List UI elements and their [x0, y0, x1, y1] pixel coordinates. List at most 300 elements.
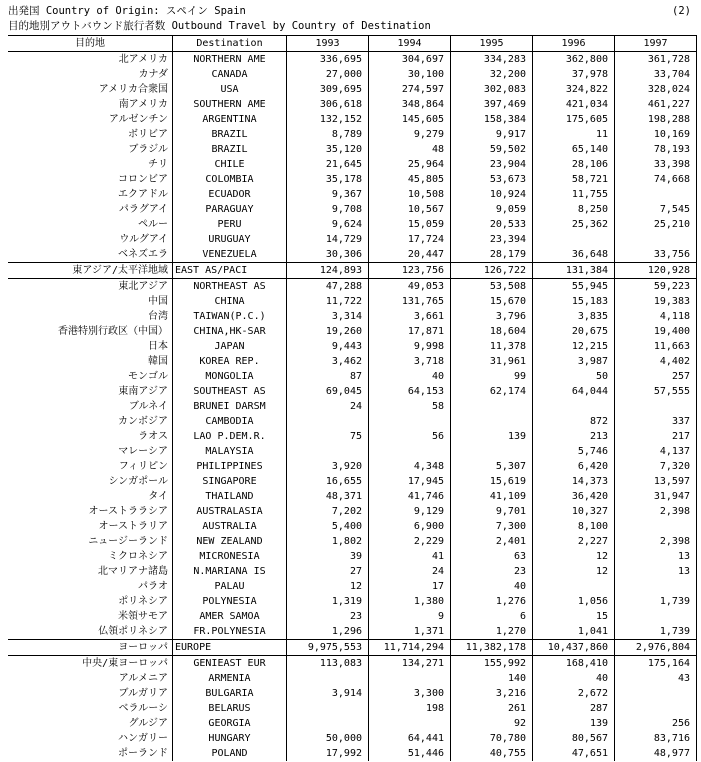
destination-en-cell: JAPAN — [173, 339, 287, 354]
page-number: (2) — [672, 5, 691, 17]
year-value-cell: 13,597 — [615, 474, 697, 489]
year-value-cell: 3,462 — [287, 354, 369, 369]
year-value-cell — [369, 444, 451, 459]
table-row — [8, 594, 697, 609]
destination-en-cell: NORTHEAST AS — [173, 279, 287, 295]
destination-en-cell: USA — [173, 82, 287, 97]
destination-jp-cell: 東北アジア — [8, 279, 173, 295]
year-value-cell: 40 — [533, 671, 615, 686]
year-value-cell: 3,300 — [369, 686, 451, 701]
destination-jp-cell: 北アメリカ — [118, 53, 168, 65]
year-value-cell: 8,250 — [533, 202, 615, 217]
destination-en-cell: AMER SAMOA — [173, 609, 287, 624]
table-row — [8, 82, 697, 97]
year-value-cell: 145,605 — [369, 112, 451, 127]
year-value-cell — [533, 399, 615, 414]
destination-en-cell: THAILAND — [173, 489, 287, 504]
table-row — [8, 202, 697, 217]
year-value-cell: 9,443 — [287, 339, 369, 354]
col-year-1997: 1997 — [615, 36, 697, 52]
year-value-cell: 23,904 — [451, 157, 533, 172]
year-value-cell: 10,169 — [615, 127, 697, 142]
year-value-cell: 1,380 — [369, 594, 451, 609]
year-value-cell: 19,400 — [615, 324, 697, 339]
year-value-cell: 37,978 — [533, 67, 615, 82]
year-value-cell: 361,728 — [615, 52, 697, 68]
destination-en-cell: NEW ZEALAND — [173, 534, 287, 549]
year-value-cell: 30,100 — [369, 67, 451, 82]
year-value-cell: 11,663 — [615, 339, 697, 354]
year-value-cell: 28,106 — [533, 157, 615, 172]
destination-en-cell: ECUADOR — [173, 187, 287, 202]
year-value-cell — [615, 232, 697, 247]
col-year-1995: 1995 — [451, 36, 533, 52]
table-row — [8, 519, 697, 534]
destination-jp-cell: 北マリアナ諸島 — [98, 565, 168, 577]
year-value-cell: 40 — [369, 369, 451, 384]
year-value-cell: 12 — [533, 564, 615, 579]
destination-jp-cell: アメリカ合衆国 — [98, 83, 168, 95]
year-value-cell: 31,947 — [615, 489, 697, 504]
year-value-cell: 872 — [533, 414, 615, 429]
year-value-cell: 9,367 — [287, 187, 369, 202]
table-row — [8, 324, 697, 339]
table-title: 目的地別アウトバウンド旅行者数 Outbound Travel by Country of Destination — [8, 20, 431, 32]
year-value-cell: 7,202 — [287, 504, 369, 519]
year-value-cell: 25,210 — [615, 217, 697, 232]
destination-jp-cell: タイ — [148, 490, 168, 502]
year-value-cell: 30,306 — [287, 247, 369, 263]
year-value-cell: 362,800 — [533, 52, 615, 68]
table-row — [8, 624, 697, 640]
table-row — [8, 686, 697, 701]
destination-en-cell: BULGARIA — [173, 686, 287, 701]
destination-en-cell: AUSTRALASIA — [173, 504, 287, 519]
table-row — [8, 279, 697, 295]
destination-jp-cell: ラオス — [138, 430, 168, 442]
year-value-cell: 17,945 — [369, 474, 451, 489]
destination-en-cell: PARAGUAY — [173, 202, 287, 217]
table-row — [8, 640, 697, 656]
year-value-cell: 120,928 — [615, 263, 697, 279]
year-value-cell: 21,645 — [287, 157, 369, 172]
year-value-cell: 9,279 — [369, 127, 451, 142]
year-value-cell: 16,655 — [287, 474, 369, 489]
table-row — [8, 217, 697, 232]
year-value-cell: 50 — [533, 369, 615, 384]
destination-en-cell: EAST AS/PACI — [173, 263, 287, 279]
destination-jp-cell: ニュージーランド — [88, 535, 168, 547]
destination-jp-cell: アルメニア — [118, 672, 168, 684]
year-value-cell: 217 — [615, 429, 697, 444]
origin-title: 出発国 Country of Origin: スペイン Spain — [8, 5, 246, 17]
destination-jp-cell: マレーシア — [118, 445, 168, 457]
year-value-cell: 10,924 — [451, 187, 533, 202]
year-value-cell: 337 — [615, 414, 697, 429]
year-value-cell: 261 — [451, 701, 533, 716]
year-value-cell — [533, 232, 615, 247]
destination-en-cell: TAIWAN(P.C.) — [173, 309, 287, 324]
year-value-cell: 9,708 — [287, 202, 369, 217]
year-value-cell — [615, 519, 697, 534]
year-value-cell: 18,604 — [451, 324, 533, 339]
year-value-cell: 20,447 — [369, 247, 451, 263]
year-value-cell: 3,987 — [533, 354, 615, 369]
table-row — [8, 746, 697, 761]
destination-en-cell: GENIEAST EUR — [173, 656, 287, 672]
table-row — [8, 474, 697, 489]
table-row — [8, 232, 697, 247]
year-value-cell: 274,597 — [369, 82, 451, 97]
table-row — [8, 369, 697, 384]
year-value-cell: 99 — [451, 369, 533, 384]
year-value-cell: 123,756 — [369, 263, 451, 279]
year-value-cell: 198 — [369, 701, 451, 716]
year-value-cell: 13 — [615, 549, 697, 564]
year-value-cell — [615, 609, 697, 624]
year-value-cell: 45,805 — [369, 172, 451, 187]
year-value-cell: 2,401 — [451, 534, 533, 549]
year-value-cell: 39 — [287, 549, 369, 564]
year-value-cell: 2,976,804 — [615, 640, 697, 656]
destination-jp-cell: 東アジア/太平洋地域 — [8, 263, 173, 279]
year-value-cell: 8,789 — [287, 127, 369, 142]
destination-en-cell: BRAZIL — [173, 127, 287, 142]
year-value-cell: 1,739 — [615, 624, 697, 640]
year-value-cell — [287, 414, 369, 429]
year-value-cell: 14,373 — [533, 474, 615, 489]
year-value-cell: 9,917 — [451, 127, 533, 142]
destination-en-cell: PERU — [173, 217, 287, 232]
year-value-cell — [287, 671, 369, 686]
year-value-cell: 36,648 — [533, 247, 615, 263]
year-value-cell: 10,437,860 — [533, 640, 615, 656]
year-value-cell: 11 — [533, 127, 615, 142]
destination-en-cell: ARMENIA — [173, 671, 287, 686]
year-value-cell: 328,024 — [615, 82, 697, 97]
year-value-cell: 11,722 — [287, 294, 369, 309]
year-value-cell: 2,398 — [615, 504, 697, 519]
destination-en-cell: CHINA,HK-SAR — [173, 324, 287, 339]
year-value-cell: 11,378 — [451, 339, 533, 354]
year-value-cell: 7,300 — [451, 519, 533, 534]
table-row — [8, 142, 697, 157]
year-value-cell: 25,362 — [533, 217, 615, 232]
col-destination-jp: 目的地 — [8, 36, 173, 52]
year-value-cell: 113,083 — [287, 656, 369, 672]
year-value-cell: 7,320 — [615, 459, 697, 474]
year-value-cell: 5,307 — [451, 459, 533, 474]
year-value-cell: 324,822 — [533, 82, 615, 97]
year-value-cell: 87 — [287, 369, 369, 384]
year-value-cell: 24 — [369, 564, 451, 579]
destination-jp-cell: ハンガリー — [118, 732, 168, 744]
year-value-cell — [369, 671, 451, 686]
destination-en-cell: BRAZIL — [173, 142, 287, 157]
year-value-cell: 51,446 — [369, 746, 451, 761]
destination-jp-cell: ミクロネシア — [108, 550, 168, 562]
table-row — [8, 127, 697, 142]
table-row — [8, 701, 697, 716]
table-row — [8, 459, 697, 474]
table-row — [8, 671, 697, 686]
year-value-cell: 6,900 — [369, 519, 451, 534]
destination-en-cell: CHINA — [173, 294, 287, 309]
destination-jp-cell: 南アメリカ — [118, 98, 168, 110]
year-value-cell: 19,260 — [287, 324, 369, 339]
year-value-cell: 3,835 — [533, 309, 615, 324]
table-row — [8, 112, 697, 127]
destination-jp-cell: エクアドル — [118, 188, 168, 200]
table-row — [8, 656, 697, 672]
year-value-cell: 4,137 — [615, 444, 697, 459]
destination-jp-cell: パラオ — [138, 580, 168, 592]
year-value-cell: 10,327 — [533, 504, 615, 519]
destination-jp-cell: ペルー — [138, 218, 168, 230]
year-value-cell — [287, 701, 369, 716]
year-value-cell — [451, 414, 533, 429]
year-value-cell: 175,164 — [615, 656, 697, 672]
year-value-cell: 58 — [369, 399, 451, 414]
destination-jp-cell: コロンビア — [118, 173, 168, 185]
year-value-cell: 57,555 — [615, 384, 697, 399]
year-value-cell: 64,044 — [533, 384, 615, 399]
destination-en-cell: MONGOLIA — [173, 369, 287, 384]
year-value-cell: 59,223 — [615, 279, 697, 295]
year-value-cell — [615, 399, 697, 414]
year-value-cell: 8,100 — [533, 519, 615, 534]
year-value-cell: 4,348 — [369, 459, 451, 474]
year-value-cell: 168,410 — [533, 656, 615, 672]
year-value-cell: 41,109 — [451, 489, 533, 504]
year-value-cell: 17 — [369, 579, 451, 594]
destination-en-cell: COLOMBIA — [173, 172, 287, 187]
year-value-cell: 306,618 — [287, 97, 369, 112]
year-value-cell: 10,508 — [369, 187, 451, 202]
destination-jp-cell: モンゴル — [128, 370, 168, 382]
table-row — [8, 564, 697, 579]
year-value-cell: 2,398 — [615, 534, 697, 549]
report-subheader — [0, 19, 701, 34]
destination-en-cell: POLAND — [173, 746, 287, 761]
column-header-row — [8, 36, 697, 52]
year-value-cell: 134,271 — [369, 656, 451, 672]
table-row — [8, 414, 697, 429]
year-value-cell: 9 — [369, 609, 451, 624]
year-value-cell: 3,914 — [287, 686, 369, 701]
destination-en-cell: BRUNEI DARSM — [173, 399, 287, 414]
year-value-cell: 3,661 — [369, 309, 451, 324]
destination-en-cell: BELARUS — [173, 701, 287, 716]
year-value-cell: 304,697 — [369, 52, 451, 68]
year-value-cell: 139 — [451, 429, 533, 444]
year-value-cell: 15,670 — [451, 294, 533, 309]
table-row — [8, 354, 697, 369]
table-row — [8, 263, 697, 279]
year-value-cell: 36,420 — [533, 489, 615, 504]
destination-jp-cell: フィリピン — [118, 460, 168, 472]
destination-en-cell: VENEZUELA — [173, 247, 287, 263]
year-value-cell: 336,695 — [287, 52, 369, 68]
year-value-cell: 23,394 — [451, 232, 533, 247]
year-value-cell: 25,964 — [369, 157, 451, 172]
table-row — [8, 399, 697, 414]
year-value-cell: 58,721 — [533, 172, 615, 187]
col-year-1996: 1996 — [533, 36, 615, 52]
year-value-cell — [615, 701, 697, 716]
destination-en-cell: NORTHERN AME — [173, 52, 287, 68]
year-value-cell: 1,739 — [615, 594, 697, 609]
year-value-cell: 63 — [451, 549, 533, 564]
destination-jp-cell: パラグアイ — [118, 203, 168, 215]
year-value-cell: 55,945 — [533, 279, 615, 295]
year-value-cell: 9,998 — [369, 339, 451, 354]
year-value-cell: 7,545 — [615, 202, 697, 217]
table-row — [8, 504, 697, 519]
year-value-cell: 5,400 — [287, 519, 369, 534]
year-value-cell: 47,651 — [533, 746, 615, 761]
year-value-cell: 78,193 — [615, 142, 697, 157]
year-value-cell: 2,227 — [533, 534, 615, 549]
destination-jp-cell: 中国 — [148, 295, 168, 307]
year-value-cell: 11,714,294 — [369, 640, 451, 656]
destination-jp-cell: アルゼンチン — [108, 113, 168, 125]
year-value-cell: 48,977 — [615, 746, 697, 761]
outbound-travel-table — [8, 35, 697, 761]
year-value-cell: 69,045 — [287, 384, 369, 399]
year-value-cell: 33,398 — [615, 157, 697, 172]
table-row — [8, 172, 697, 187]
table-row — [8, 444, 697, 459]
year-value-cell: 41,746 — [369, 489, 451, 504]
year-value-cell: 3,920 — [287, 459, 369, 474]
destination-jp-cell: ポーランド — [118, 747, 168, 759]
year-value-cell: 3,718 — [369, 354, 451, 369]
year-value-cell: 20,675 — [533, 324, 615, 339]
destination-jp-cell: 中央/東ヨーロッパ — [8, 656, 173, 672]
destination-jp-cell: ボリビア — [128, 128, 168, 140]
table-row — [8, 339, 697, 354]
year-value-cell: 126,722 — [451, 263, 533, 279]
table-row — [8, 489, 697, 504]
year-value-cell: 3,796 — [451, 309, 533, 324]
year-value-cell: 124,893 — [287, 263, 369, 279]
year-value-cell: 64,153 — [369, 384, 451, 399]
year-value-cell: 6 — [451, 609, 533, 624]
destination-en-cell: CANADA — [173, 67, 287, 82]
table-row — [8, 187, 697, 202]
destination-en-cell: ARGENTINA — [173, 112, 287, 127]
year-value-cell: 309,695 — [287, 82, 369, 97]
table-row — [8, 579, 697, 594]
destination-jp-cell: ブルガリア — [118, 687, 168, 699]
table-row — [8, 294, 697, 309]
table-row — [8, 384, 697, 399]
col-destination-en: Destination — [173, 36, 287, 52]
year-value-cell: 1,802 — [287, 534, 369, 549]
year-value-cell: 70,780 — [451, 731, 533, 746]
year-value-cell: 15,059 — [369, 217, 451, 232]
year-value-cell: 53,673 — [451, 172, 533, 187]
year-value-cell: 2,672 — [533, 686, 615, 701]
col-year-1993: 1993 — [287, 36, 369, 52]
year-value-cell: 9,624 — [287, 217, 369, 232]
year-value-cell: 15 — [533, 609, 615, 624]
year-value-cell — [287, 444, 369, 459]
year-value-cell: 139 — [533, 716, 615, 731]
year-value-cell: 4,118 — [615, 309, 697, 324]
col-year-1994: 1994 — [369, 36, 451, 52]
year-value-cell: 9,129 — [369, 504, 451, 519]
year-value-cell: 1,056 — [533, 594, 615, 609]
destination-en-cell: PHILIPPINES — [173, 459, 287, 474]
destination-jp-cell: チリ — [148, 158, 168, 170]
destination-en-cell: MICRONESIA — [173, 549, 287, 564]
year-value-cell: 17,871 — [369, 324, 451, 339]
year-value-cell: 53,508 — [451, 279, 533, 295]
year-value-cell: 15,619 — [451, 474, 533, 489]
year-value-cell: 9,701 — [451, 504, 533, 519]
year-value-cell: 41 — [369, 549, 451, 564]
table-row — [8, 52, 697, 68]
destination-en-cell: CAMBODIA — [173, 414, 287, 429]
destination-jp-cell: ブルネイ — [128, 400, 168, 412]
year-value-cell: 5,746 — [533, 444, 615, 459]
year-value-cell: 2,229 — [369, 534, 451, 549]
table-row — [8, 534, 697, 549]
year-value-cell: 287 — [533, 701, 615, 716]
destination-jp-cell: 東南アジア — [118, 385, 168, 397]
year-value-cell: 35,178 — [287, 172, 369, 187]
destination-jp-cell: オーストラリア — [98, 520, 168, 532]
destination-en-cell: EUROPE — [173, 640, 287, 656]
year-value-cell: 213 — [533, 429, 615, 444]
year-value-cell: 23 — [287, 609, 369, 624]
year-value-cell: 43 — [615, 671, 697, 686]
year-value-cell — [615, 579, 697, 594]
destination-en-cell: SOUTHERN AME — [173, 97, 287, 112]
year-value-cell: 421,034 — [533, 97, 615, 112]
year-value-cell: 13 — [615, 564, 697, 579]
destination-en-cell: FR.POLYNESIA — [173, 624, 287, 640]
destination-jp-cell: オーストララシア — [88, 505, 168, 517]
year-value-cell: 9,059 — [451, 202, 533, 217]
destination-jp-cell: ブラジル — [128, 143, 168, 155]
year-value-cell: 92 — [451, 716, 533, 731]
year-value-cell — [369, 414, 451, 429]
year-value-cell: 23 — [451, 564, 533, 579]
year-value-cell: 74,668 — [615, 172, 697, 187]
year-value-cell: 198,288 — [615, 112, 697, 127]
year-value-cell: 175,605 — [533, 112, 615, 127]
destination-jp-cell: 米領サモア — [118, 610, 168, 622]
report-header — [0, 4, 701, 19]
year-value-cell: 27,000 — [287, 67, 369, 82]
year-value-cell: 17,724 — [369, 232, 451, 247]
table-row — [8, 609, 697, 624]
year-value-cell: 334,283 — [451, 52, 533, 68]
year-value-cell: 9,975,553 — [287, 640, 369, 656]
year-value-cell: 31,961 — [451, 354, 533, 369]
year-value-cell: 4,402 — [615, 354, 697, 369]
destination-jp-cell: カナダ — [138, 68, 168, 80]
table-row — [8, 157, 697, 172]
year-value-cell: 62,174 — [451, 384, 533, 399]
year-value-cell: 1,270 — [451, 624, 533, 640]
year-value-cell: 40,755 — [451, 746, 533, 761]
year-value-cell: 3,216 — [451, 686, 533, 701]
year-value-cell: 65,140 — [533, 142, 615, 157]
